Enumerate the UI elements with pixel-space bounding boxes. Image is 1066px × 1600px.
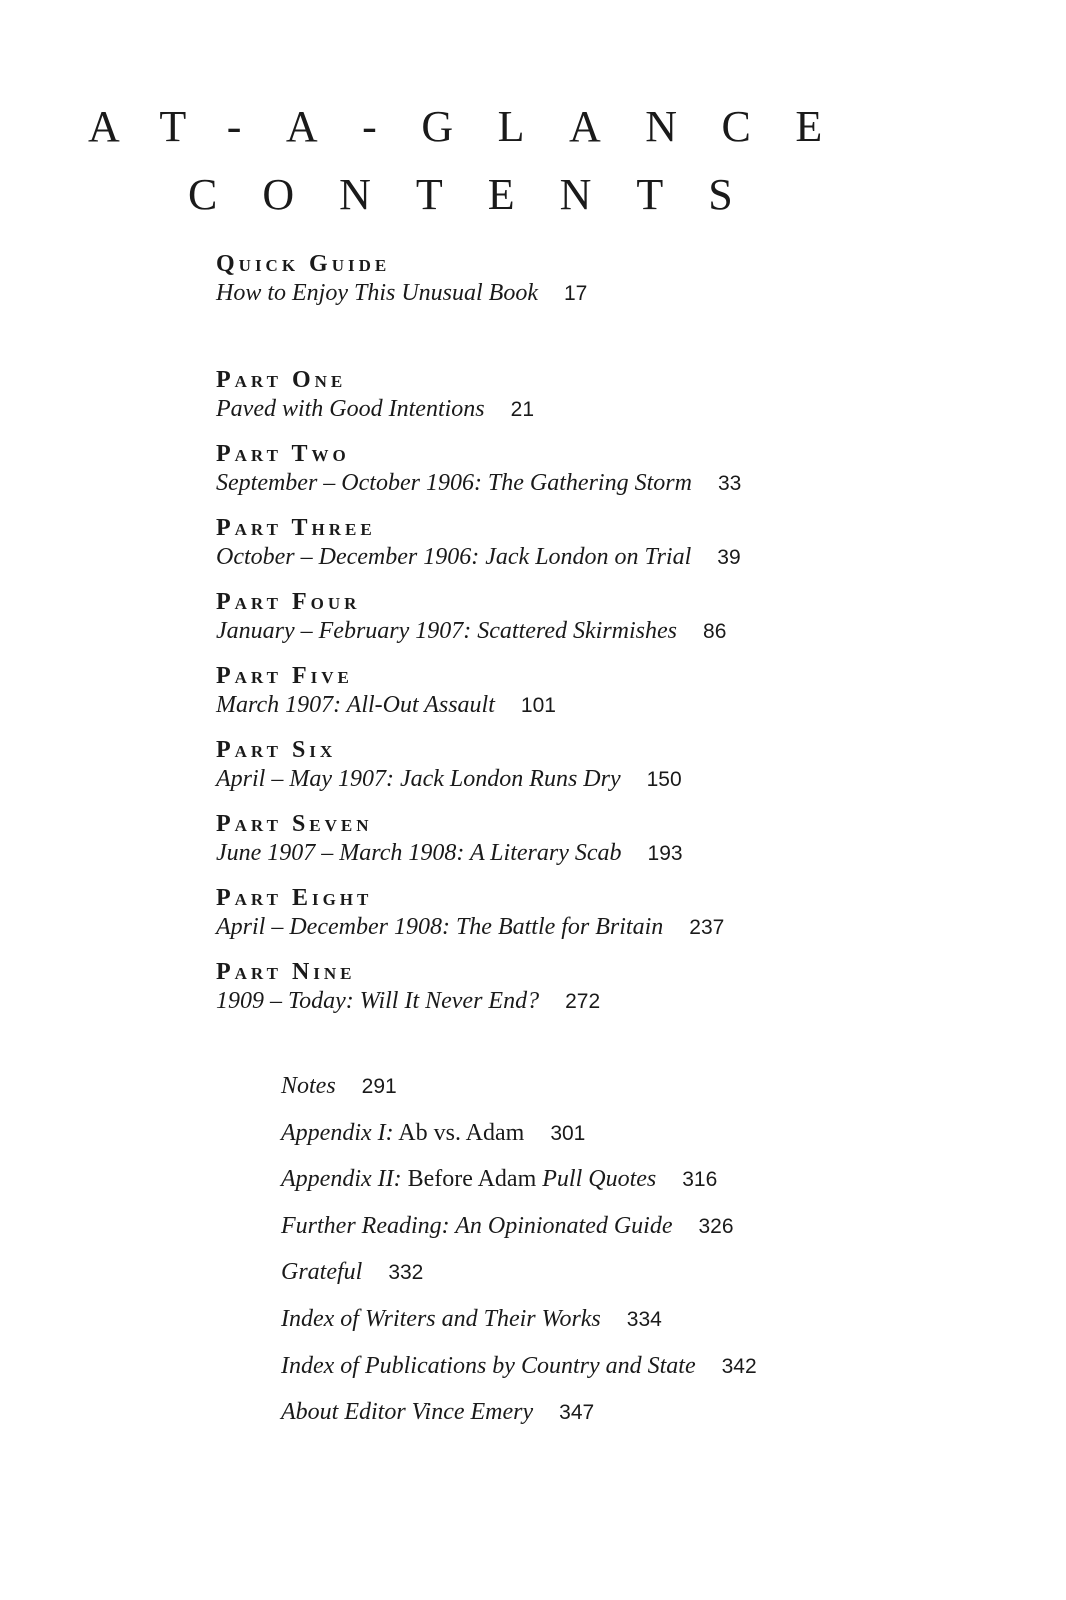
part-subtitle: January – February 1907: Scattered Skirmishes	[216, 618, 678, 644]
quick-guide-page: 17	[564, 282, 588, 305]
notes-page: 291	[361, 1075, 397, 1098]
part-subtitle: Paved with Good Intentions	[216, 396, 485, 422]
about-editor-page: 347	[559, 1401, 595, 1425]
about-editor-label: About Editor Vince Emery	[281, 1399, 534, 1426]
part-page: 39	[717, 546, 741, 569]
index-writers-entry	[281, 1304, 757, 1351]
part-page: 272	[565, 990, 601, 1013]
part-subtitle-line	[216, 542, 741, 573]
part-heading: Part Three	[216, 515, 376, 541]
index-publications-entry	[281, 1351, 757, 1398]
part-subtitle: April – May 1907: Jack London Runs Dry	[216, 766, 621, 792]
part-page: 237	[689, 916, 725, 939]
part-heading: Part Two	[216, 441, 350, 467]
part-page: 21	[510, 398, 534, 421]
part-subtitle-line	[216, 764, 741, 795]
part-entry	[216, 366, 741, 440]
appendix-2-label-italic-2: Pull Quotes	[542, 1166, 657, 1193]
part-subtitle: October – December 1906: Jack London on Trial	[216, 544, 692, 570]
further-reading-page: 326	[698, 1214, 734, 1238]
notes-label: Notes	[281, 1073, 336, 1099]
index-publications-label: Index of Publications by Country and State	[281, 1352, 696, 1379]
part-subtitle: April – December 1908: The Battle for Britain	[216, 914, 664, 940]
part-subtitle: March 1907: All-Out Assault	[216, 692, 495, 718]
quick-guide-entry	[216, 250, 587, 309]
appendix-2-label-roman: Before Adam	[401, 1166, 543, 1193]
part-entry	[216, 514, 741, 588]
part-subtitle: September – October 1906: The Gathering Storm	[216, 470, 692, 496]
quick-guide-subtitle-line	[216, 278, 587, 309]
further-reading-label: Further Reading: An Opinionated Guide	[281, 1212, 673, 1239]
quick-guide-subtitle: How to Enjoy This Unusual Book	[216, 280, 538, 306]
part-entry	[216, 736, 741, 810]
index-publications-page: 342	[721, 1354, 757, 1378]
index-writers-page: 334	[626, 1307, 662, 1331]
parts-list	[216, 366, 741, 1032]
title-line-1: AT-A-GLANCE	[88, 102, 867, 151]
part-page: 193	[647, 842, 683, 865]
title-line-2: CONTENTS	[188, 170, 778, 219]
part-entry	[216, 588, 741, 662]
appendix-1-label-italic: Appendix I:	[281, 1119, 394, 1146]
appendix-2-page: 316	[682, 1168, 718, 1192]
further-reading-entry	[281, 1211, 757, 1258]
part-subtitle-line	[216, 394, 741, 425]
part-subtitle-line	[216, 838, 741, 869]
appendix-1-page: 301	[550, 1121, 586, 1145]
part-page: 101	[520, 694, 556, 717]
grateful-page: 332	[388, 1261, 424, 1285]
part-heading: Part Seven	[216, 811, 373, 837]
about-editor-entry	[281, 1397, 757, 1444]
part-subtitle-line	[216, 468, 741, 499]
part-page: 86	[703, 620, 727, 643]
part-heading: Part Six	[216, 737, 337, 763]
part-entry	[216, 440, 741, 514]
appendix-2-entry	[281, 1164, 757, 1211]
part-subtitle-line	[216, 616, 741, 647]
part-entry	[216, 810, 741, 884]
notes-entry	[281, 1071, 757, 1118]
part-heading: Part Nine	[216, 959, 356, 985]
part-heading: Part Five	[216, 663, 353, 689]
part-heading: Part Four	[216, 589, 361, 615]
part-entry	[216, 958, 741, 1032]
index-writers-label: Index of Writers and Their Works	[281, 1305, 601, 1332]
part-heading: Part Eight	[216, 885, 373, 911]
part-page: 33	[717, 472, 742, 495]
part-subtitle-line	[216, 690, 741, 721]
part-page: 150	[646, 768, 682, 791]
part-entry	[216, 662, 741, 736]
part-subtitle: June 1907 – March 1908: A Literary Scab	[216, 840, 622, 866]
part-heading: Part One	[216, 367, 347, 393]
quick-guide-heading: Quick Guide	[216, 251, 391, 277]
part-subtitle: 1909 – Today: Will It Never End?	[216, 988, 540, 1014]
grateful-entry	[281, 1257, 757, 1304]
grateful-label: Grateful	[281, 1259, 363, 1286]
appendix-1-label-roman: Ab vs. Adam	[393, 1119, 525, 1146]
part-subtitle-line	[216, 986, 741, 1017]
part-entry	[216, 884, 741, 958]
appendix-2-label-italic: Appendix II:	[281, 1166, 402, 1193]
back-matter-list	[281, 1071, 757, 1444]
part-subtitle-line	[216, 912, 741, 943]
appendix-1-entry	[281, 1118, 757, 1165]
